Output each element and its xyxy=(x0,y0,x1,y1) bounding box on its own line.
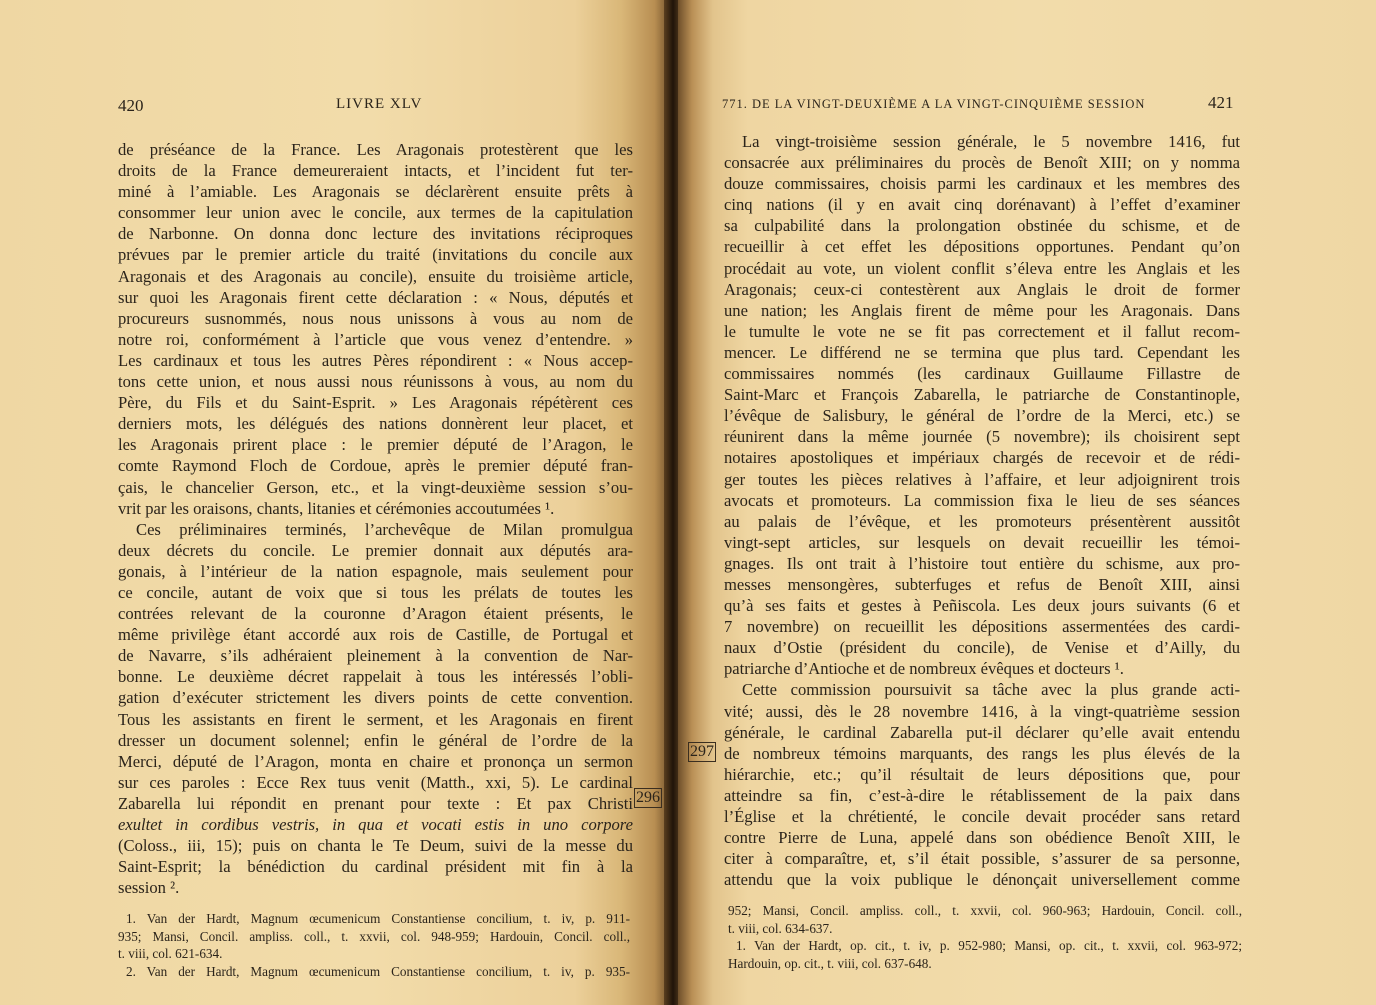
text-line: vingt-sept articles, sur lesquels on devait recueillir les témoi- xyxy=(724,532,1240,552)
text-line: procédait au vote, un violent conflit s’éleva entre les Anglais et les xyxy=(724,258,1240,278)
margin-page-marker: 296 xyxy=(636,789,660,806)
text-line: droits de la France demeureraient intacts, et l’incident fut ter- xyxy=(118,161,633,181)
text-line: procureurs susnommés, nous nous unissons à vous au nom de xyxy=(118,308,633,328)
text-line: Aragonais; ceux-ci contestèrent aux Anglais le droit de former xyxy=(724,279,1240,299)
text-line: sa culpabilité dans la prolongation obstinée du schisme, et de xyxy=(724,216,1240,236)
text-line: cinq nations (il y en avait cinq dorénavant) à l’effet d’examiner xyxy=(724,195,1240,215)
text-line: gation d’exécuter strictement les divers points de cette convention. xyxy=(118,688,633,708)
text-line: (Coloss., iii, 15); puis on chanta le Te Deum, suivi de la messe du xyxy=(118,836,633,856)
text-line: Saint-Marc et François Zabarella, le patriarche de Constantinople, xyxy=(724,385,1240,405)
text-line: hiérarchie, etc.; qu’il résultait de leurs dépositions que, pour xyxy=(724,764,1240,784)
text-line: atteindre sa fin, c’est-à-dire le rétablissement de la paix dans xyxy=(724,785,1240,805)
text-line: notre roi, conformément à l’article que vous venez d’entendre. » xyxy=(118,329,633,349)
footnote-line: t. viii, col. 634-637. xyxy=(728,920,833,936)
text-line: sur ces paroles : Ecce Rex tuus venit (Matth., xxi, 5). Le cardinal xyxy=(118,772,633,792)
text-line: miné à l’amiable. Les Aragonais se déclarèrent ensuite prêts à xyxy=(118,182,633,202)
text-line: patriarche d’Antioche et de nombreux évêques et docteurs ¹. xyxy=(724,659,1124,679)
text-line: Tous les assistants en firent le serment, et les Aragonais en firent xyxy=(118,709,633,729)
text-line: qu’à ses faits et gestes à Peñiscola. Les deux jours suivants (6 et xyxy=(724,596,1240,616)
text-line: le tumulte le vote ne se fit pas correctement et il fallut recom- xyxy=(724,321,1240,341)
footnote-line: t. viii, col. 621-634. xyxy=(118,946,223,961)
text-line: réunirent dans la même journée (5 novembre); ils choisirent sept xyxy=(724,427,1240,447)
text-line: une nation; les Anglais firent de même pour les Aragonais. Dans xyxy=(724,300,1240,320)
text-line: citer à comparaître, et, s’il était possible, s’assurer de sa personne, xyxy=(724,849,1240,869)
page-number-right: 421 xyxy=(1208,93,1234,112)
text-line: dresser un document solennel; enfin le général de l’ordre de la xyxy=(118,730,633,750)
text-line: au palais de l’évêque, et les promoteurs présentèrent aussitôt xyxy=(724,511,1240,531)
text-line: même privilège étant accordé aux rois de Castille, de Portugal et xyxy=(118,625,633,645)
left-page xyxy=(0,0,668,1005)
footnote-line: 1. Van der Hardt, Magnum œcumenicum Constantiense concilium, t. iv, p. 911- xyxy=(126,911,630,926)
text-line: Cette commission poursuivit sa tâche avec la plus grande acti- xyxy=(742,680,1240,700)
right-page xyxy=(678,0,1376,1005)
text-line: Aragonais et des Aragonais au concile), ensuite du troisième article, xyxy=(118,266,633,286)
text-line: comte Raymond Floch de Cordoue, après le premier député fran- xyxy=(118,456,633,476)
footnote-line: Hardouin, op. cit., t. viii, col. 637-648. xyxy=(728,955,932,971)
text-line: notaires apostoliques et impériaux chargés de recevoir et de rédi- xyxy=(724,448,1240,468)
text-line: l’évêque de Salisbury, le général de l’ordre de la Merci, etc.) se xyxy=(724,406,1240,426)
text-line: La vingt-troisième session générale, le 5 novembre 1416, fut xyxy=(742,132,1240,151)
text-line: çais, le chancelier Gerson, etc., et la vingt-deuxième session s’ou- xyxy=(118,477,633,497)
text-line: de Narbonne. On donna donc lecture des invitations réciproques xyxy=(118,224,633,244)
text-line: contrées relevant de la couronne d’Aragon étaient présents, le xyxy=(118,604,633,624)
footnote-line: 935; Mansi, Concil. ampliss. coll., t. xxvii, col. 948-959; Hardouin, Concil. coll., xyxy=(118,928,630,944)
text-line: consommer leur union avec le concile, aux termes de la capitulation xyxy=(118,203,633,223)
text-line: Saint-Esprit; la bénédiction du cardinal président mit fin à la xyxy=(118,857,633,877)
text-line: générale, le cardinal Zabarella put-il déclarer qu’elle avait entendu xyxy=(724,722,1240,742)
text-line: Ces préliminaires terminés, l’archevêque de Milan promulgua xyxy=(136,519,633,539)
text-line: gnages. Ils ont trait à l’histoire tout entière du schisme, aux pro- xyxy=(724,553,1240,573)
text-line: Père, du Fils et du Saint-Esprit. » Les Aragonais répétèrent ces xyxy=(118,393,633,413)
right-footnotes xyxy=(728,902,1242,972)
text-line: ger toutes les pièces relatives à l’affaire, et leur adjoignirent trois xyxy=(724,469,1240,489)
footnote-line: 1. Van der Hardt, op. cit., t. iv, p. 952-980; Mansi, op. cit., t. xxvii, col. 963-972; xyxy=(736,938,1242,953)
text-line: les Aragonais prirent place : le premier député de l’Aragon, le xyxy=(118,435,633,455)
running-head-right: 771. DE LA VINGT-DEUXIÈME A LA VINGT-CINQUIÈME SESSION xyxy=(722,97,1146,111)
text-line: attendu que la voix publique le dénonçait universellement comme xyxy=(724,870,1240,890)
text-line: bonne. Le deuxième décret rappelait à tous les intéressés l’obli- xyxy=(118,667,633,687)
text-line: session ². xyxy=(118,878,180,898)
text-line: de Navarre, s’ils adhéraient pleinement à la convention de Nar- xyxy=(118,646,633,666)
footnote-line: 952; Mansi, Concil. ampliss. coll., t. xxvii, col. 960-963; Hardouin, Concil. coll., xyxy=(728,903,1242,918)
text-line: deux décrets du concile. Le premier donnait aux députés ara- xyxy=(118,540,633,560)
text-line: Merci, député de l’Aragon, monta en chaire et prononça un sermon xyxy=(118,751,633,771)
text-line: derniers mots, les délégués des nations donnèrent leur placet, et xyxy=(118,414,633,434)
margin-page-marker: 297 xyxy=(690,743,714,760)
text-line: commissaires nommés (les cardinaux Guillaume Fillastre de xyxy=(724,364,1240,384)
text-line: exultet in cordibus vestris, in qua et vocati estis in uno corpore xyxy=(118,815,633,834)
text-line: ce concile, autant de voix que si tous les prélats de toutes les xyxy=(118,582,633,602)
text-line: prévues par le premier article du traité (invitations du concile aux xyxy=(118,245,633,265)
text-line: de nombreux témoins marquants, des rangs les plus élevés de la xyxy=(724,743,1240,763)
text-line: l’Église et la chrétienté, le concile devait procéder sans retard xyxy=(724,807,1240,826)
right-body-text xyxy=(724,131,1240,890)
text-line: consacrée aux préliminaires du procès de Benoît XIII; on y nomma xyxy=(724,153,1240,173)
running-head-left: LIVRE XLV xyxy=(336,96,423,112)
text-line: recueillir à cet effet les dépositions opportunes. Pendant qu’on xyxy=(724,237,1240,257)
page-number-left: 420 xyxy=(118,96,144,115)
text-line: Les cardinaux et tous les autres Pères répondirent : « Nous accep- xyxy=(118,350,633,370)
left-body-text xyxy=(118,139,633,898)
text-line: vité; aussi, dès le 28 novembre 1416, à la vingt-quatrième session xyxy=(724,701,1240,721)
text-line: mencer. Le différend ne se termina que plus tard. Cependant les xyxy=(724,342,1240,362)
text-line: 7 novembre) on recueillit les dépositions assermentées des cardi- xyxy=(724,617,1240,637)
text-line: Zabarella lui répondit en prenant pour texte : Et pax Christi xyxy=(118,793,633,813)
left-footnotes xyxy=(118,910,630,980)
text-line: tons cette union, et nous aussi nous réunissons à vous, au nom du xyxy=(118,372,633,392)
text-line: contre Pierre de Luna, appelé dans son obédience Benoît XIII, le xyxy=(724,828,1240,848)
text-line: messes mensongères, subterfuges et refus de Benoît XIII, ainsi xyxy=(724,574,1240,594)
text-line: de préséance de la France. Les Aragonais protestèrent que les xyxy=(118,140,633,159)
text-line: naux d’Ostie (président du concile), de Venise et d’Ailly, du xyxy=(724,638,1240,658)
text-line: gonais, à l’intérieur de la nation espagnole, mais seulement pour xyxy=(118,561,633,581)
text-line: sur quoi les Aragonais firent cette déclaration : « Nous, députés et xyxy=(118,287,633,307)
text-line: douze commissaires, choisis parmi les cardinaux et les membres des xyxy=(724,174,1240,194)
footnote-line: 2. Van der Hardt, Magnum œcumenicum Constantiense concilium, t. iv, p. 935- xyxy=(126,963,630,979)
text-line: vrit par les oraisons, chants, litanies et cérémonies accoutumées ¹. xyxy=(118,498,555,518)
text-line: avocats et promoteurs. La commission fixa le lieu de ses séances xyxy=(724,490,1240,510)
